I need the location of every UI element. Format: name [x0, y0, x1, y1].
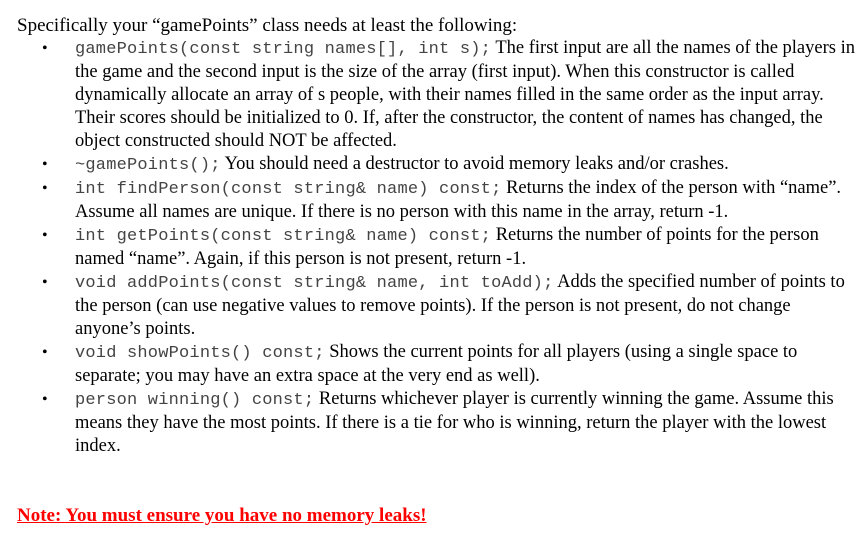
requirement-constructor — [17, 37, 857, 153]
requirement-show-points — [17, 341, 857, 388]
bullet-icon: • — [42, 344, 48, 361]
requirement-winning — [17, 388, 857, 458]
requirement-get-points — [17, 224, 857, 271]
bullet-icon: • — [42, 227, 48, 244]
requirement-add-points — [17, 271, 857, 341]
bullet-icon: • — [42, 40, 48, 57]
code-signature: void addPoints(const string& name, int toAdd); — [75, 274, 554, 293]
code-signature: ~gamePoints(); — [75, 156, 221, 175]
memory-leak-note: Note: You must ensure you have no memory leaks! — [17, 505, 427, 526]
code-signature: gamePoints(const string names[], int s); — [75, 40, 492, 59]
requirement-destructor — [17, 153, 857, 177]
document-body — [17, 14, 857, 458]
bullet-icon: • — [42, 156, 48, 173]
requirement-find-person — [17, 177, 857, 224]
bullet-icon: • — [42, 391, 48, 408]
requirements-list — [17, 37, 857, 458]
requirement-description: Shows the current points for all players (using a single space to separate; you may have an extra space at the very end as well). — [75, 342, 798, 386]
intro-paragraph: Specifically your “gamePoints” class needs at least the following: — [17, 15, 518, 36]
bullet-icon: • — [42, 274, 48, 291]
requirement-description: Returns the index of the person with “name”. Assume all names are unique. If there is no person with this name in the array, return -1. — [75, 178, 842, 222]
code-signature: int findPerson(const string& name) const; — [75, 180, 502, 199]
requirement-description: The first input are all the names of the players in the game and the second input is the size of the array (first input). When this constructor is called dynamically allocate an array of s people, with their names filled in the same order as the input array. Their scores should be initialized to 0. If, after the constructor, the content of names has changed, the object constructed should NOT be affected. — [75, 38, 855, 151]
code-signature: person winning() const; — [75, 391, 315, 410]
code-signature: int getPoints(const string& name) const; — [75, 227, 492, 246]
bullet-icon: • — [42, 180, 48, 197]
requirement-description: Returns the number of points for the person named “name”. Again, if this person is not present, return -1. — [75, 225, 819, 269]
requirement-description: Returns whichever player is currently winning the game. Assume this means they have the most points. If there is a tie for who is winning, return the player with the lowest index. — [75, 389, 834, 456]
code-signature: void showPoints() const; — [75, 344, 325, 363]
requirement-description: You should need a destructor to avoid memory leaks and/or crashes. — [220, 154, 729, 174]
requirement-description: Adds the specified number of points to the person (can use negative values to remove points). If the person is not present, do not change anyone’s points. — [75, 272, 845, 339]
